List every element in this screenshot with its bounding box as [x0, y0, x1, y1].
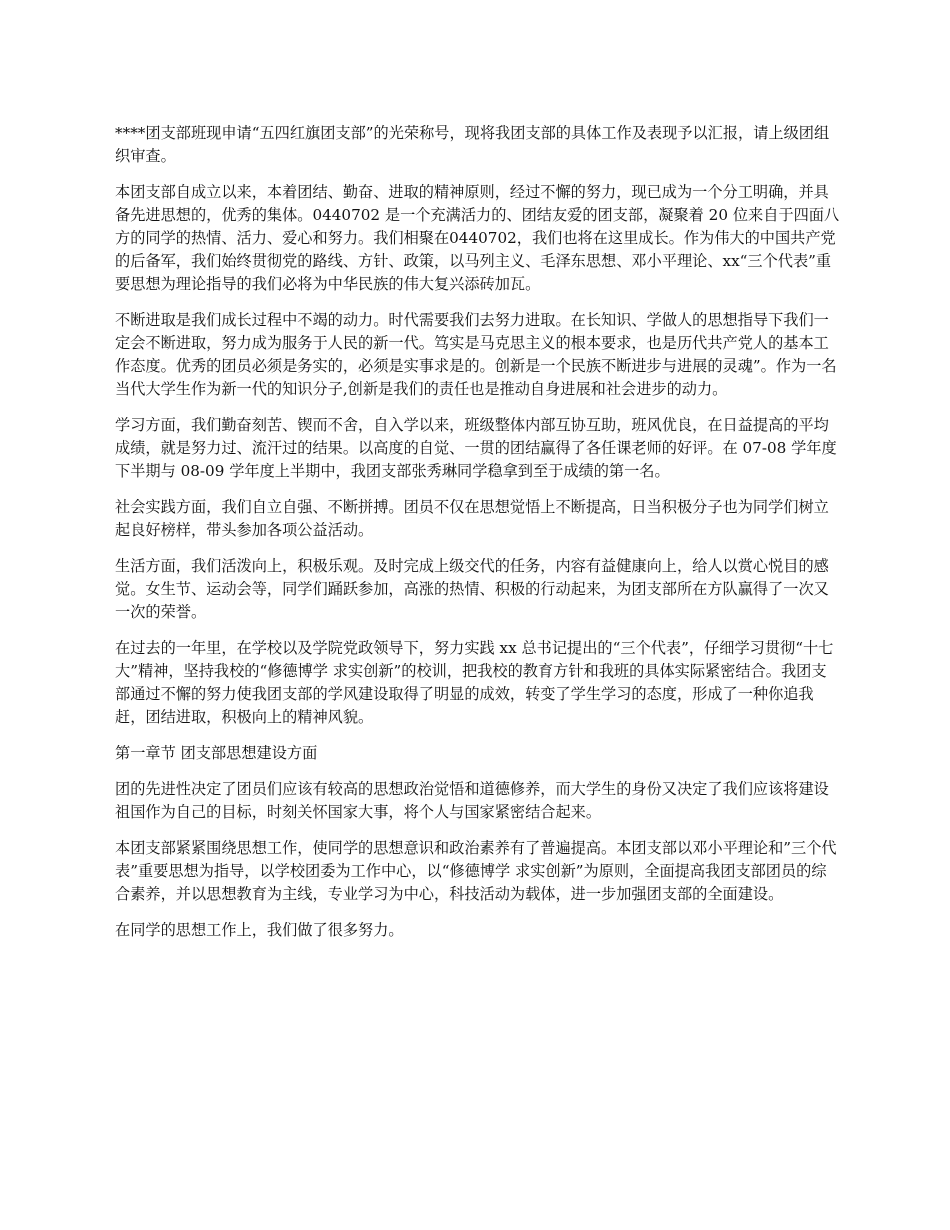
paragraph-study: 学习方面，我们勤奋刻苦、锲而不舍，自入学以来，班级整体内部互协互助，班风优良，在日益提高的平均成绩，就是努力过、流汗过的结果。以高度的自觉、一贯的团结赢得了各任课老师的好评。在 07-08 学年度下半期与 08-09 学年度上半期中，我团支部张秀琳同学稳拿到至于成绩的第一名。	[115, 416, 837, 480]
paragraph-progress: 不断进取是我们成长过程中不竭的动力。时代需要我们去努力进取。在长知识、学做人的思想指导下我们一定会不断进取，努力成为服务于人民的新一代。笃实是马克思主义的根本要求，也是历代共产党人的基本工作态度。优秀的团员必须是务实的，必须是实事求是的。创新是一个民族不断进步与进展的灵魂”。作为一名当代大学生作为新一代的知识分子,创新是我们的责任也是推动自身进展和社会进步的动力。	[115, 311, 837, 398]
paragraph-past-year: 在过去的一年里，在学校以及学院党政领导下，努力实践 xx 总书记提出的“三个代表”，仔细学习贯彻“十七大”精神，坚持我校的“修德博学 求实创新”的校训，把我校的教育方针和我班的具体实际紧密结合。我团支部通过不懈的努力使我团支部的学风建设取得了明显的成效，转变了学生学习的态度，形成了一种你追我赶，团结进取，积极向上的精神风貌。	[115, 639, 834, 726]
paragraph-social-practice: 社会实践方面，我们自立自强、不断拼搏。团员不仅在思想觉悟上不断提高，日当积极分子也为同学们树立起良好榜样，带头参加各项公益活动。	[115, 498, 829, 539]
paragraph-application-intro: ****团支部班现申请“五四红旗团支部”的光荣称号，现将我团支部的具体工作及表现予以汇报，请上级团组织审查。	[115, 124, 830, 165]
paragraph-efforts: 在同学的思想工作上，我们做了很多努力。	[115, 921, 404, 939]
paragraph-ideological-work: 本团支部紧紧围绕思想工作，使同学的思想意识和政治素养有了普遍提高。本团支部以邓小平理论和”三个代表”重要思想为指导，以学校团委为工作中心，以“修德博学 求实创新”为原则，全面提高我团支部团员的综合素养，并以思想教育为主线，专业学习为中心，科技活动为载体，进一步加强团支部的全面建设。	[115, 839, 837, 903]
section-heading: 第一章节 团支部思想建设方面	[115, 744, 318, 762]
paragraph-branch-overview: 本团支部自成立以来，本着团结、勤奋、进取的精神原则，经过不懈的努力，现已成为一个分工明确，并具备先进思想的，优秀的集体。0440702 是一个充满活力的、团结友爱的团支部，凝聚着 20 位来自于四面八方的同学的热情、活力、爱心和努力。我们相聚在0440702，我们也将在这里成长。作为伟大的中国共产党的后备军，我们始终贯彻党的路线、方针、政策，以马列主义、毛泽东思想、邓小平理论、xx“三个代表”重要思想为理论指导的我们必将为中华民族的伟大复兴添砖加瓦。	[115, 183, 840, 293]
paragraph-advancement: 团的先进性决定了团员们应该有较高的思想政治觉悟和道德修养，而大学生的身份又决定了我们应该将建设祖国作为自己的目标，时刻关怀国家大事，将个人与国家紧密结合起来。	[115, 780, 829, 821]
document-body	[115, 122, 840, 955]
paragraph-life: 生活方面，我们活泼向上，积极乐观。及时完成上级交代的任务，内容有益健康向上，给人以赏心悦目的感觉。女生节、运动会等，同学们踊跃参加，高涨的热情、积极的行动起来，为团支部所在方队赢得了一次又一次的荣誉。	[115, 557, 829, 621]
